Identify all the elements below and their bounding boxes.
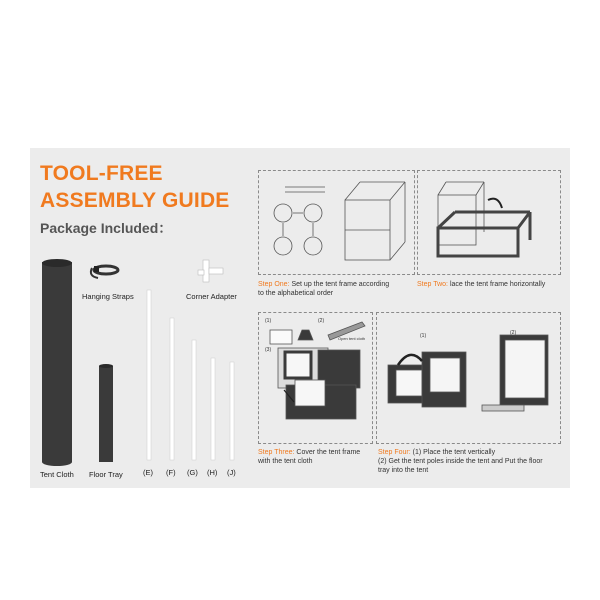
floor-tray-label: Floor Tray (89, 470, 123, 479)
step-four-text-l2: (2) Get the tent poles inside the tent and Put the floor (378, 458, 543, 466)
hanging-straps-label: Hanging Straps (82, 292, 134, 301)
step-four-text-l3: tray into the tent (378, 467, 429, 475)
step-four-text-l1: (1) Place the tent vertically (410, 449, 496, 456)
step-two-caption (417, 280, 545, 289)
title-line1: TOOL-FREE (40, 162, 163, 185)
step-four-caption (378, 448, 543, 475)
pole-g-label: (G) (187, 468, 198, 477)
step-two-text: lace the tent frame horizontally (448, 281, 546, 288)
step-three-label: Step Three: (258, 449, 295, 456)
step-one-caption (258, 280, 389, 298)
corner-adapter-label: Corner Adapter (186, 292, 237, 301)
step-three-text-l2: with the tent cloth (258, 458, 313, 466)
pole-h-label: (H) (207, 468, 218, 477)
step-three-sub3: (3) (265, 347, 272, 353)
step-two-label: Step Two: (417, 281, 449, 288)
step-three-sub1: (1) (265, 318, 272, 324)
step-one-text-l2: to the alphabetical order (258, 290, 334, 298)
pole-j-label: (J) (227, 468, 236, 477)
pole-e-label: (E) (143, 468, 153, 477)
pole-f-label: (F) (166, 468, 176, 477)
open-tent-cloth-note: Open tent cloth (338, 336, 366, 341)
step-one-text-l1: Set up the tent frame according (289, 281, 390, 288)
step-four-label: Step Four: (378, 449, 411, 456)
step-four-sub1: (1) (420, 333, 427, 339)
step-three-sub2: (2) (318, 318, 325, 324)
step-three-text-l1: Cover the tent frame (294, 449, 361, 456)
step-four-sub2: (2) (510, 330, 517, 336)
step-one-label: Step One: (258, 281, 290, 288)
title-line2: ASSEMBLY GUIDE (40, 189, 230, 212)
step-three-caption (258, 448, 360, 466)
tent-cloth-label: Tent Cloth (40, 470, 74, 479)
package-title: Package Included： (40, 220, 173, 236)
